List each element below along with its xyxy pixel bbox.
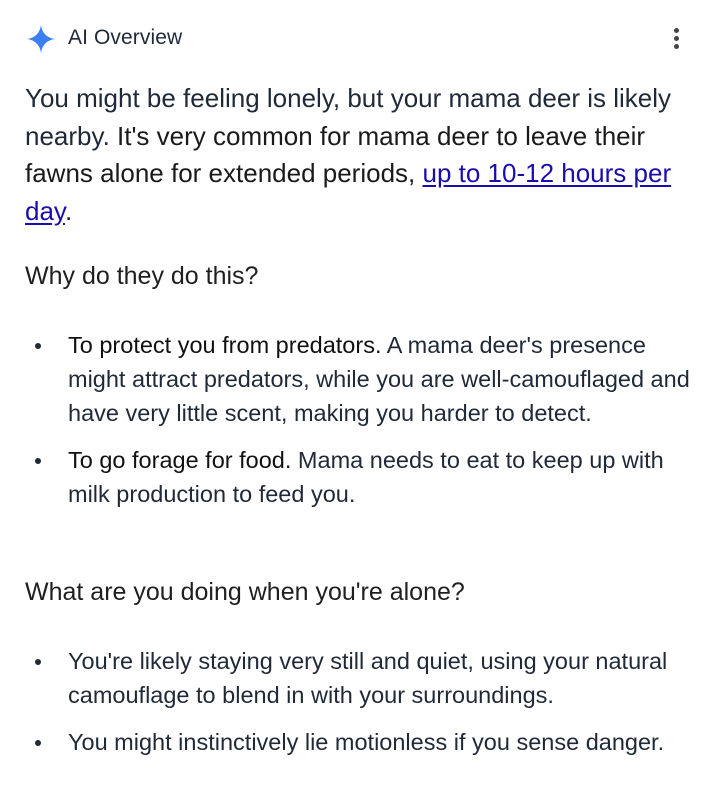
list-item <box>25 725 695 759</box>
more-vert-dot <box>674 44 679 49</box>
list-item-text: A mama deer's presence might attract predators, while you are well-camouflaged and have very little scent, making you harder to detect. <box>68 332 690 426</box>
behavior-list <box>25 644 695 759</box>
overview-content <box>25 80 695 230</box>
source-link[interactable]: up to 10-12 hours per day <box>25 158 672 226</box>
list-item-bold: To go forage for food. <box>68 447 292 473</box>
sparkle-icon <box>26 24 56 54</box>
intro-bold: It's very common for mama deer to leave their fawns alone for extended periods, <box>25 120 646 188</box>
more-vert-icon <box>674 28 679 33</box>
section-heading-why: Why do they do this? <box>25 262 259 290</box>
intro-paragraph <box>25 80 695 230</box>
more-vert-dot <box>674 36 679 41</box>
list-item-text: Mama needs to eat to keep up with milk production to feed you. <box>68 447 664 507</box>
ai-overview-header <box>0 0 716 80</box>
list-item-bold: To protect you from predators. <box>68 332 382 358</box>
section-heading-alone: What are you doing when you're alone? <box>25 578 465 606</box>
intro-end: . <box>65 195 73 226</box>
intro-lead: You might be feeling lonely, but your mama deer is likely nearby. <box>25 83 672 151</box>
list-item-text: You're likely staying very still and quiet, using your natural camouflage to blend in with your surroundings. <box>68 648 668 708</box>
header-title: AI Overview <box>68 26 183 49</box>
more-options-button[interactable] <box>664 26 688 54</box>
list-item <box>25 328 695 430</box>
list-item-text: You might instinctively lie motionless if you sense danger. <box>68 729 665 755</box>
list-item <box>25 644 695 712</box>
reasons-list <box>25 328 695 511</box>
list-item <box>25 443 695 511</box>
